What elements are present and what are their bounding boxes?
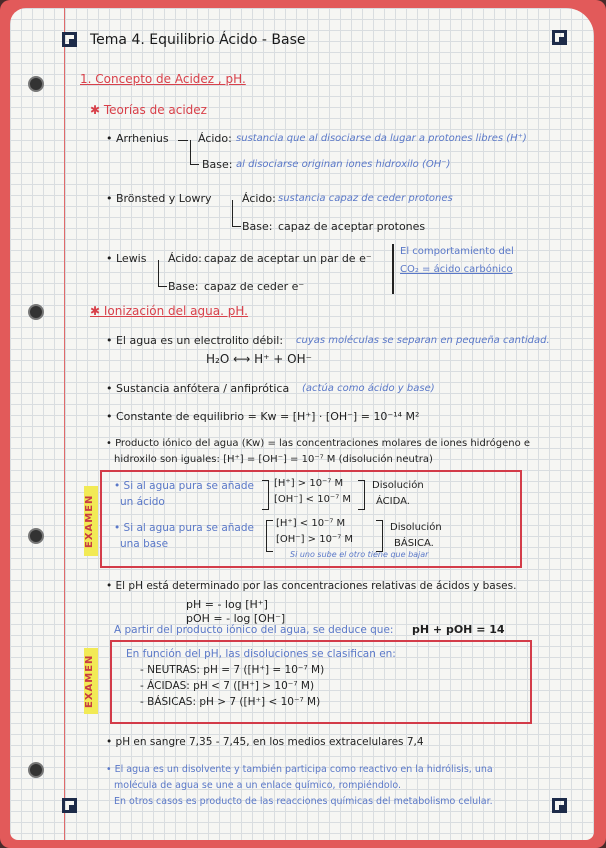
anfotera-note: (actúa como ácido y base) xyxy=(302,383,435,394)
branch-line xyxy=(232,200,241,227)
anfotera-label: • Sustancia anfótera / anfiprótica xyxy=(106,382,290,395)
bronsted-acid-definition: sustancia capaz de ceder protones xyxy=(278,193,453,204)
clasificacion-neutras: - NEUTRAS: pH = 7 ([H⁺] = 10⁻⁷ M) xyxy=(140,664,325,676)
constante-equilibrio: • Constante de equilibrio = Kw = [H⁺] · [OH⁻] = 10⁻¹⁴ M² xyxy=(106,410,420,423)
branch-line xyxy=(178,140,188,163)
disolvente-line2: molécula de agua se une a un enlace químico, rompiéndolo. xyxy=(114,780,402,791)
corner-mark-icon xyxy=(552,30,567,45)
binder-ring xyxy=(28,76,44,92)
corner-mark-icon xyxy=(62,32,77,47)
arrhenius-base-definition: al disociarse originan iones hidroxilo (OH⁻) xyxy=(236,159,451,170)
clasificacion-intro: En función del pH, las disoluciones se clasifican en: xyxy=(126,648,396,660)
lewis-acid-definition: capaz de aceptar un par de e⁻ xyxy=(204,252,372,265)
deduce-text: A partir del producto iónico del agua, se deduce que: xyxy=(114,624,394,636)
agua-electrolito: • El agua es un electrolito débil: xyxy=(106,334,284,347)
lewis-note-line2: CO₂ = ácido carbónico xyxy=(400,264,513,275)
section-heading: 1. Concepto de Acidez , pH. xyxy=(80,72,246,86)
margin-line xyxy=(64,8,65,840)
bracket xyxy=(266,520,273,552)
page-title: Tema 4. Equilibrio Ácido - Base xyxy=(90,32,306,48)
lewis-note-line1: El comportamiento del xyxy=(400,246,514,257)
arrhenius-acid-label: Ácido: xyxy=(198,132,232,145)
poh-formula: pOH = - log [OH⁻] xyxy=(186,612,286,625)
base-ineq-h: [H⁺] < 10⁻⁷ M xyxy=(276,518,346,529)
arrhenius-label: • Arrhenius xyxy=(106,132,169,145)
bronsted-base-label: Base: xyxy=(242,220,273,233)
deduce-formula: pH + pOH = 14 xyxy=(412,623,505,636)
subheading-teorias: ✱ Teorías de acidez xyxy=(90,103,207,117)
grid-paper xyxy=(10,8,594,840)
lewis-base-definition: capaz de ceder e⁻ xyxy=(204,280,305,293)
lewis-label: • Lewis xyxy=(106,252,147,265)
binder-ring xyxy=(28,762,44,778)
lewis-base-label: Base: xyxy=(168,280,199,293)
ph-definition: • El pH está determinado por las concentraciones relativas de ácidos y bases. xyxy=(106,580,517,592)
bronsted-base-definition: capaz de aceptar protones xyxy=(278,220,426,233)
acido-result-line2: ÁCIDA. xyxy=(376,496,410,507)
clasificacion-acidas: - ÁCIDAS: pH < 7 ([H⁺] > 10⁻⁷ M) xyxy=(140,680,315,692)
base-ineq-oh: [OH⁻] > 10⁻⁷ M xyxy=(276,534,354,545)
agua-electrolito-note: cuyas moléculas se separan en pequeña cantidad. xyxy=(296,335,550,346)
producto-ionico-line2: hidroxilo son iguales: [H⁺] = [OH⁻] = 10⁻⁷ M (disolución neutra) xyxy=(114,454,433,465)
separator-line xyxy=(392,244,394,294)
exam-label: EXAMEN xyxy=(84,648,98,714)
clasificacion-basicas: - BÁSICAS: pH > 7 ([H⁺] < 10⁻⁷ M) xyxy=(140,696,321,708)
acido-condition-line2: un ácido xyxy=(120,496,165,508)
bronsted-label: • Brönsted y Lowry xyxy=(106,192,212,205)
disolvente-line1: • El agua es un disolvente y también participa como reactivo en la hidrólisis, una xyxy=(106,764,493,775)
base-result-line1: Disolución xyxy=(390,522,442,533)
subheading-ionizacion: ✱ Ionización del agua. pH. xyxy=(90,304,248,318)
lewis-acid-label: Ácido: xyxy=(168,252,202,265)
producto-ionico-line1: • Producto iónico del agua (Kw) = las concentraciones molares de iones hidrógeno e xyxy=(106,438,531,449)
arrhenius-base-label: Base: xyxy=(202,158,233,171)
branch-line xyxy=(158,260,167,287)
bracket xyxy=(262,480,269,510)
arrhenius-acid-definition: sustancia que al disociarse da lugar a protones libres (H⁺) xyxy=(236,133,527,144)
bronsted-acid-label: Ácido: xyxy=(242,192,276,205)
base-condition-line1: • Si al agua pura se añade xyxy=(114,522,254,534)
acido-ineq-oh: [OH⁻] < 10⁻⁷ M xyxy=(274,494,352,505)
base-condition-line2: una base xyxy=(120,538,169,550)
disolvente-line3: En otros casos es producto de las reacciones químicas del metabolismo celular. xyxy=(114,796,493,807)
acido-result-line1: Disolución xyxy=(372,480,424,491)
binder-ring xyxy=(28,304,44,320)
exam-label: EXAMEN xyxy=(84,486,98,556)
corner-mark-icon xyxy=(62,798,77,813)
base-note: Si uno sube el otro tiene que bajar xyxy=(290,550,429,559)
bracket xyxy=(376,520,383,552)
water-reaction: H₂O ⟷ H⁺ + OH⁻ xyxy=(206,352,312,366)
bracket xyxy=(358,480,365,510)
binder-ring xyxy=(28,528,44,544)
ph-formula: pH = - log [H⁺] xyxy=(186,598,268,611)
ph-sangre: • pH en sangre 7,35 - 7,45, en los medios extracelulares 7,4 xyxy=(106,736,424,748)
base-result-line2: BÁSICA. xyxy=(394,538,434,549)
acido-ineq-h: [H⁺] > 10⁻⁷ M xyxy=(274,478,344,489)
acido-condition-line1: • Si al agua pura se añade xyxy=(114,480,254,492)
corner-mark-icon xyxy=(552,798,567,813)
